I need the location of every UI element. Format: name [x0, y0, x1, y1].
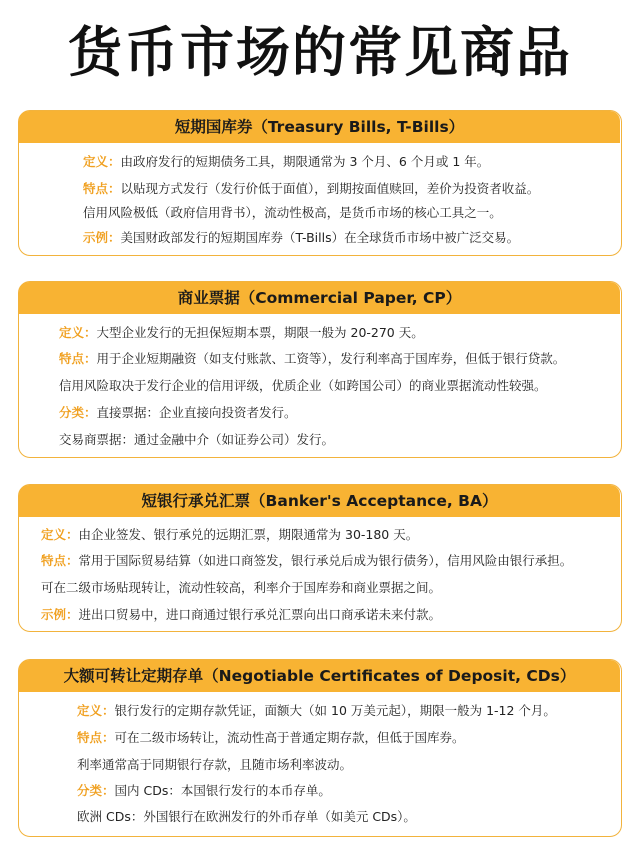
feature-line-continued — [59, 377, 547, 395]
definition-line — [59, 324, 424, 342]
feature-line — [41, 552, 572, 570]
definition-label: 定义： — [77, 703, 115, 718]
feature-line — [83, 180, 539, 198]
definition-line — [77, 702, 556, 720]
feature-text: 常用于国际贸易结算（如进口商签发，银行承兑后成为银行债务），信用风险由银行承担。 — [78, 553, 573, 568]
feature-text: 可在二级市场转让，流动性高于普通定期存款，但低于国库券。 — [114, 730, 465, 745]
section-header: 商业票据（Commercial Paper, CP） — [19, 282, 620, 314]
feature-text-continued: 可在二级市场贴现转让，流动性较高，利率介于国库券和商业票据之间。 — [41, 580, 442, 595]
category-text-continued: 欧洲 CDs：外国银行在欧洲发行的外币存单（如美元 CDs）。 — [77, 809, 416, 824]
category-line — [59, 404, 297, 422]
section-commercial-paper — [18, 281, 622, 458]
definition-text: 银行发行的定期存款凭证，面额大（如 10 万美元起），期限一般为 1-12 个月。 — [114, 703, 556, 718]
definition-text: 大型企业发行的无担保短期本票，期限一般为 20-270 天。 — [96, 325, 424, 340]
definition-text: 由企业签发、银行承兑的远期汇票，期限通常为 30-180 天。 — [78, 527, 419, 542]
category-line — [77, 782, 331, 800]
section-header: 短期国库券（Treasury Bills, T-Bills） — [19, 111, 620, 143]
feature-text-continued: 利率通常高于同期银行存款，且随市场利率波动。 — [77, 757, 353, 772]
section-header: 大额可转让定期存单（Negotiable Certificates of Deposit, CDs） — [19, 660, 620, 692]
category-text: 国内 CDs：本国银行发行的本币存单。 — [114, 783, 331, 798]
feature-line-continued — [41, 579, 441, 597]
definition-label: 定义： — [83, 154, 121, 169]
feature-line — [77, 729, 465, 747]
feature-line-continued — [77, 756, 352, 774]
feature-text-continued: 信用风险极低（政府信用背书），流动性极高，是货币市场的核心工具之一。 — [83, 205, 502, 220]
example-text: 美国财政部发行的短期国库券（T-Bills）在全球货币市场中被广泛交易。 — [120, 230, 520, 245]
definition-line — [83, 153, 489, 171]
definition-label: 定义： — [41, 527, 79, 542]
feature-text: 以贴现方式发行（发行价低于面值），到期按面值赎回，差价为投资者收益。 — [120, 181, 540, 196]
feature-line — [59, 350, 565, 368]
category-text-continued: 交易商票据：通过金融中介（如证券公司）发行。 — [59, 432, 335, 447]
section-bankers-acceptance — [18, 484, 622, 632]
definition-text: 由政府发行的短期债务工具，期限通常为 3 个月、6 个月或 1 年。 — [120, 154, 490, 169]
category-label: 分类： — [77, 783, 115, 798]
example-text: 进出口贸易中，进口商通过银行承兑汇票向出口商承诺未来付款。 — [78, 607, 442, 622]
category-line-continued — [59, 431, 334, 449]
section-treasury-bills — [18, 110, 622, 256]
section-negotiable-cds — [18, 659, 622, 837]
section-header: 短银行承兑汇票（Banker's Acceptance, BA） — [19, 485, 620, 517]
feature-text: 用于企业短期融资（如支付账款、工资等），发行利率高于国库券，但低于银行贷款。 — [96, 351, 566, 366]
category-text: 直接票据：企业直接向投资者发行。 — [96, 405, 297, 420]
feature-text-continued: 信用风险取决于发行企业的信用评级，优质企业（如跨国公司）的商业票据流动性较强。 — [59, 378, 547, 393]
feature-line-continued — [83, 204, 502, 222]
feature-label: 特点： — [83, 181, 121, 196]
page-title: 货币市场的常见商品 — [68, 21, 572, 84]
example-label: 示例： — [41, 607, 79, 622]
feature-label: 特点： — [41, 553, 79, 568]
category-label: 分类： — [59, 405, 97, 420]
feature-label: 特点： — [59, 351, 97, 366]
example-line — [83, 229, 519, 247]
example-line — [41, 606, 441, 624]
definition-line — [41, 526, 418, 544]
example-label: 示例： — [83, 230, 121, 245]
category-line-continued — [77, 808, 416, 826]
feature-label: 特点： — [77, 730, 115, 745]
definition-label: 定义： — [59, 325, 97, 340]
